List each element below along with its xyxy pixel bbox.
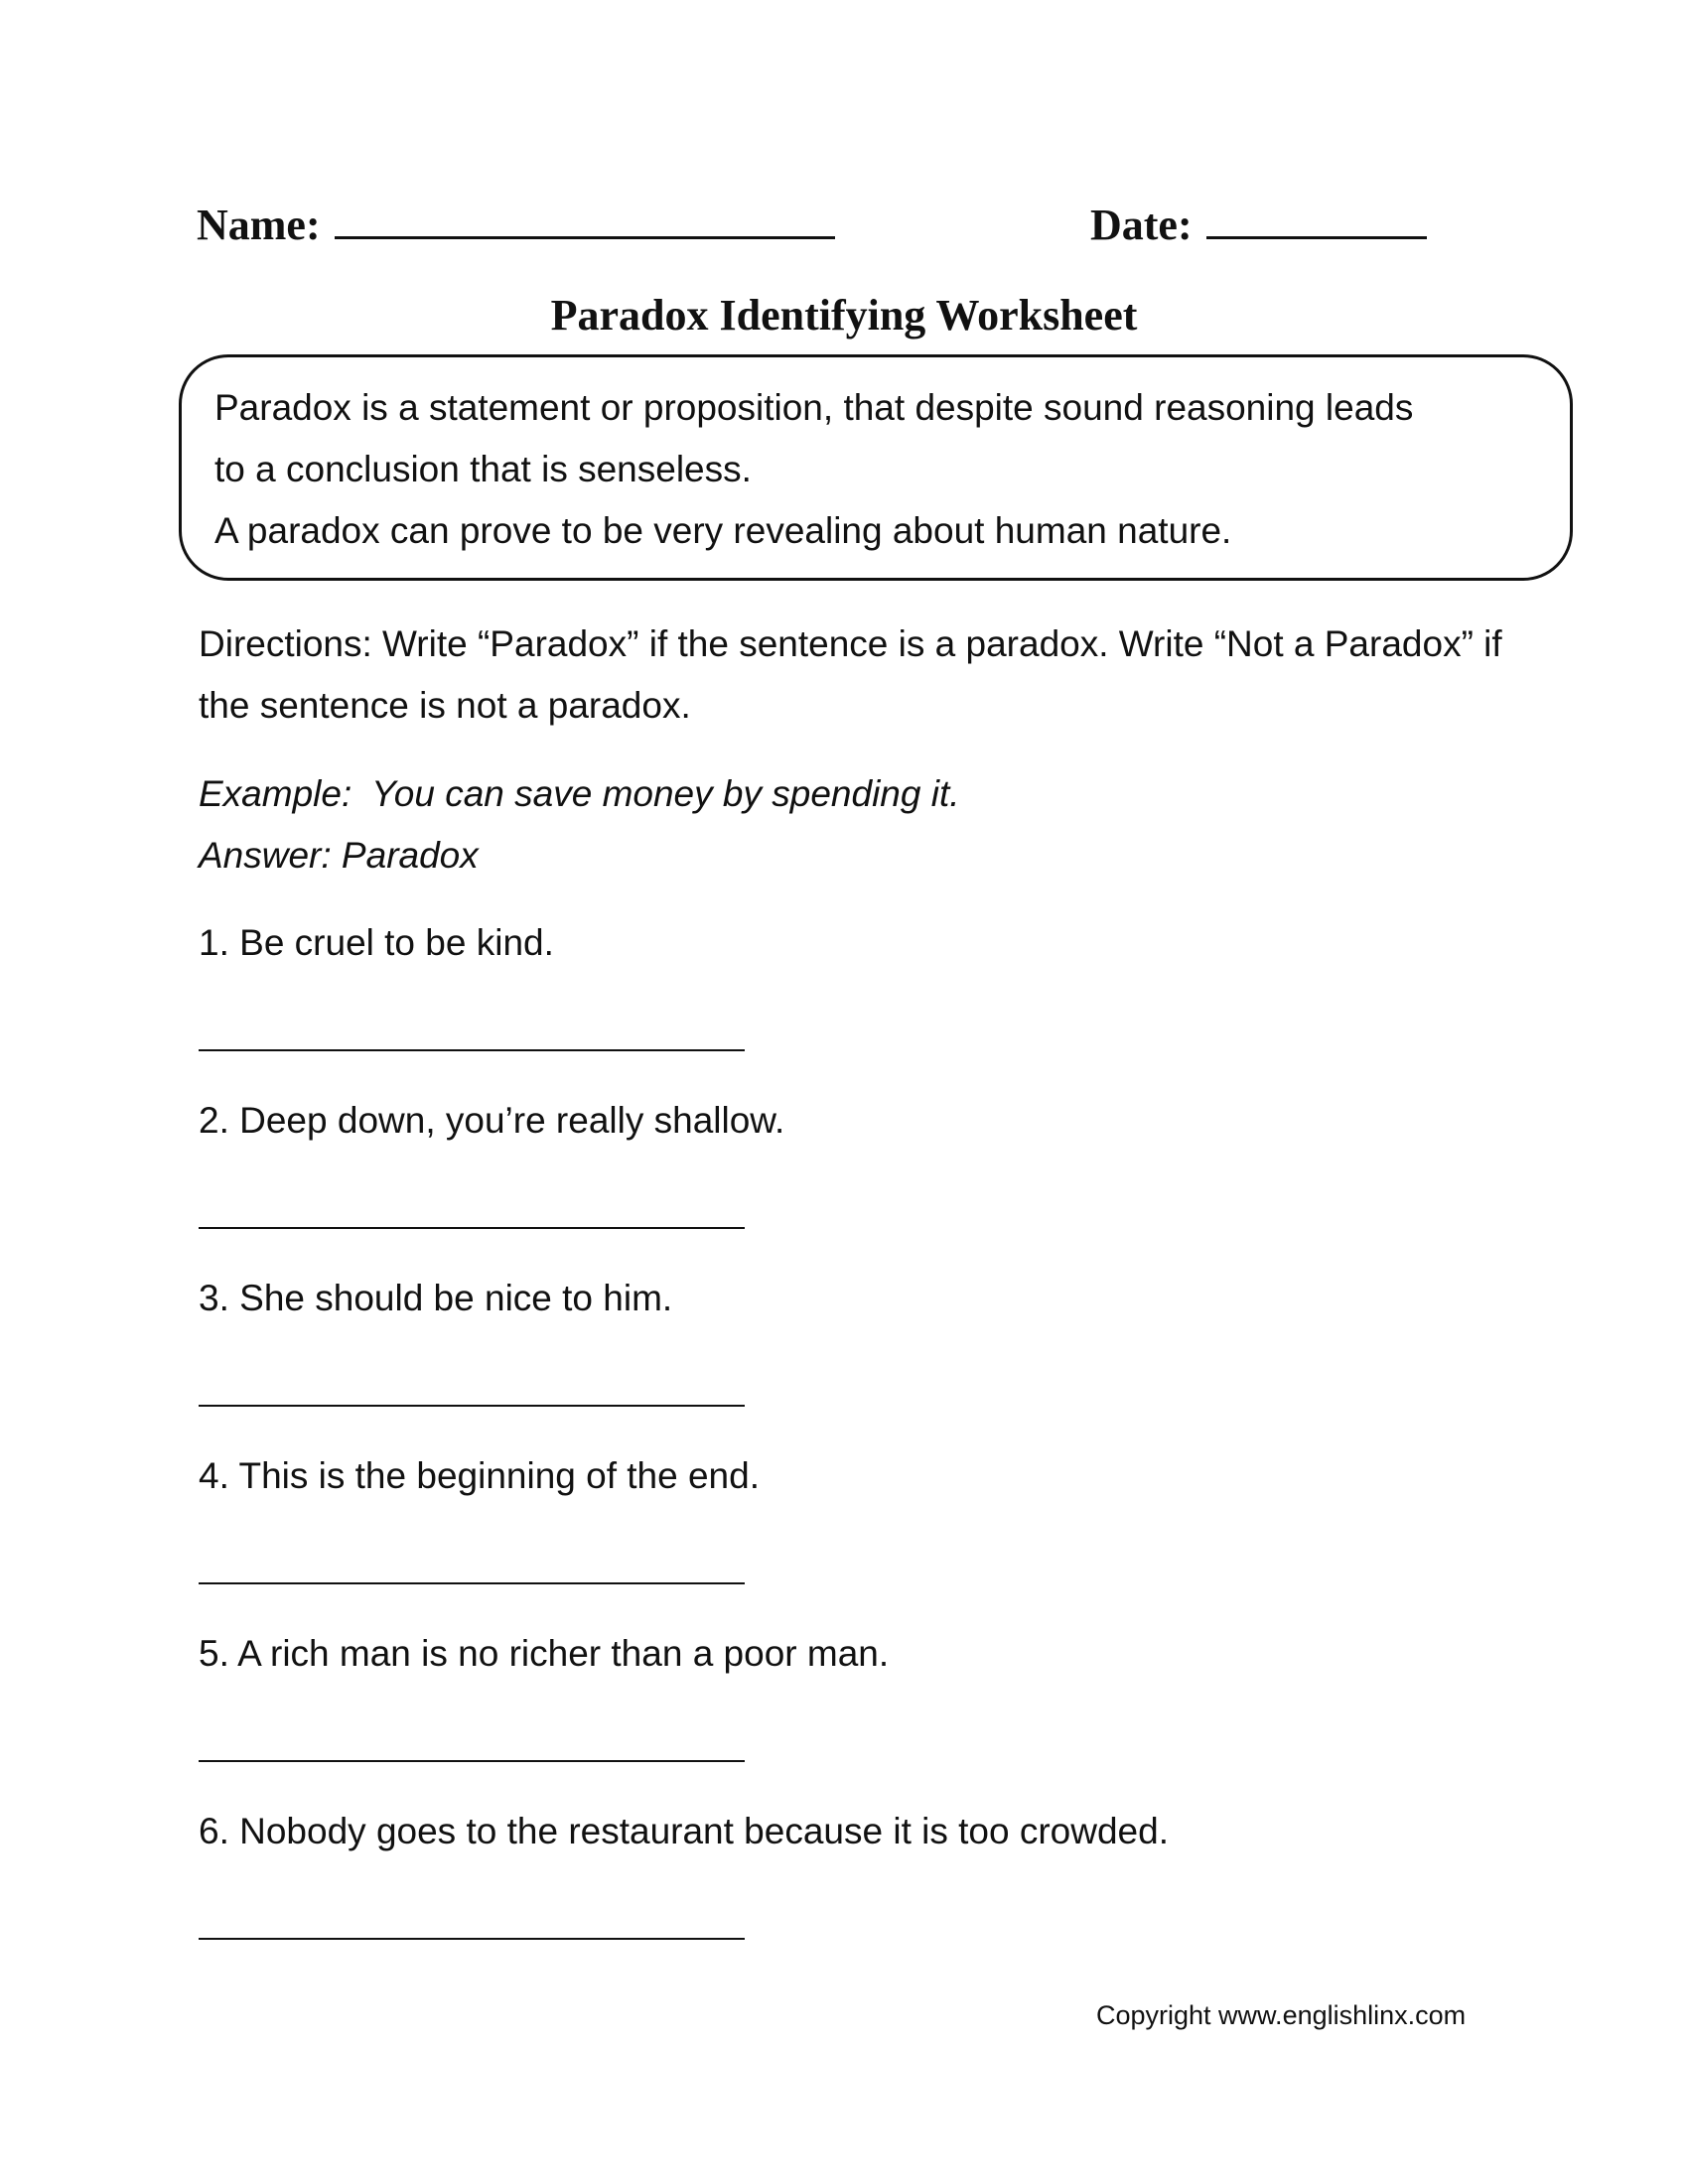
definition-box bbox=[179, 354, 1573, 581]
definition-line: Paradox is a statement or proposition, that despite sound reasoning leads bbox=[214, 387, 1414, 428]
name-field bbox=[197, 197, 835, 253]
worksheet-title: Paradox Identifying Worksheet bbox=[550, 291, 1138, 340]
question-1: 1. Be cruel to be kind. bbox=[199, 922, 554, 963]
answer-line-5[interactable] bbox=[199, 1760, 745, 1762]
name-blank-line[interactable] bbox=[335, 197, 835, 239]
date-label: Date: bbox=[1090, 201, 1193, 249]
answer-line-4[interactable] bbox=[199, 1582, 745, 1584]
date-field bbox=[1090, 197, 1427, 253]
example-block bbox=[199, 763, 1509, 887]
definition-line: A paradox can prove to be very revealing about human nature. bbox=[214, 510, 1232, 551]
date-blank-line[interactable] bbox=[1206, 197, 1427, 239]
question-3: 3. She should be nice to him. bbox=[199, 1278, 673, 1318]
question-2: 2. Deep down, you’re really shallow. bbox=[199, 1100, 785, 1141]
answer-line-3[interactable] bbox=[199, 1405, 745, 1407]
example-sentence: Example: You can save money by spending it. bbox=[199, 773, 960, 814]
answer-line-1[interactable] bbox=[199, 1049, 745, 1051]
example-answer: Answer: Paradox bbox=[199, 835, 479, 876]
answer-line-2[interactable] bbox=[199, 1227, 745, 1229]
definition-line: to a conclusion that is senseless. bbox=[214, 449, 752, 489]
copyright-notice: Copyright www.englishlinx.com bbox=[1096, 2000, 1467, 2030]
directions-text: Directions: Write “Paradox” if the sentence is a paradox. Write “Not a Paradox” if the sentence is not a paradox. bbox=[199, 623, 1502, 726]
question-6: 6. Nobody goes to the restaurant because it is too crowded. bbox=[199, 1811, 1169, 1851]
answer-line-6[interactable] bbox=[199, 1938, 745, 1940]
question-5: 5. A rich man is no richer than a poor man. bbox=[199, 1633, 890, 1674]
name-label: Name: bbox=[197, 201, 321, 249]
question-4: 4. This is the beginning of the end. bbox=[199, 1455, 760, 1496]
